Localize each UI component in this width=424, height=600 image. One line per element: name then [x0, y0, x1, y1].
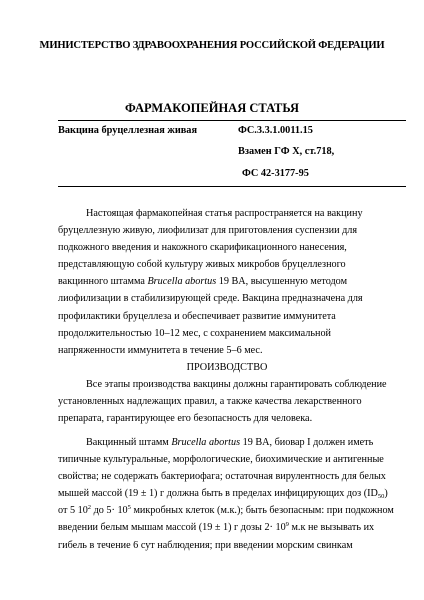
text-span: мышей массой (19 ± 1) г должна быть в пределах инфицирующих доз (ID [58, 488, 378, 500]
text-line: препарата, гарантирующее его безопасность для человека. [58, 413, 313, 425]
strain-paragraph [58, 434, 396, 554]
text-line: Все этапы производства вакцины должны гарантировать соблюдение [86, 378, 387, 390]
text-span: от 5 10 [58, 505, 88, 517]
text-span: Вакцинный штамм [86, 437, 169, 448]
text-span: вакцинного штамма [58, 276, 145, 288]
text-line: подкожного введения и накожного скарификационного нанесения, [58, 242, 347, 254]
text-line: Настоящая фармакопейная статья распространяется на вакцину [86, 208, 363, 219]
ministry-header: МИНИСТЕРСТВО ЗДРАВООХРАНЕНИЯ РОССИЙСКОЙ ФЕДЕРАЦИИ [39, 40, 385, 51]
text-span: введении белым мышам массой (19 ± 1) г дозы 2· 10 [58, 522, 286, 534]
top-divider [58, 120, 406, 121]
text-line: продолжительностью 10–12 мес, с сохранением максимальной [58, 327, 332, 339]
text-span: 19 BA, высушенную методом [218, 276, 348, 288]
article-type-title: ФАРМАКОПЕЙНАЯ СТАТЬЯ [125, 101, 299, 115]
text-line [58, 519, 396, 536]
fs-reference: ФС 42-3177-95 [242, 168, 309, 179]
replaces-reference: Взамен ГФ X, ст.718, [238, 146, 335, 157]
superscript: 9 [285, 521, 289, 529]
preparation-name: Вакцина бруцеллезная живая [58, 125, 198, 136]
superscript: 2 [87, 504, 92, 512]
text-line [58, 273, 396, 290]
text-line: бруцеллезную живую, лиофилизат для приготовления суспензии для [58, 225, 358, 237]
bottom-divider [58, 186, 406, 187]
text-line: профилактики бруцеллеза и обеспечивает развитие иммунитета [58, 310, 336, 322]
text-line [58, 434, 396, 451]
text-span: м.к не вызывать их [291, 522, 375, 534]
text-line: представляющую собой культуру живых микробов бруцеллезного [58, 259, 346, 271]
subscript: 50 [377, 493, 385, 501]
fs-code: ФС.3.3.1.0011.15 [238, 125, 313, 136]
species-name: Brucella abortus [147, 276, 217, 288]
intro-paragraph [58, 205, 396, 427]
text-line: установленных надлежащих правил, а также качества лекарственного [58, 396, 362, 408]
text-line [58, 485, 396, 502]
text-line [58, 502, 396, 519]
text-line: лиофилизации в стабилизирующей среде. Вакцина предназначена для [58, 293, 363, 305]
text-span: до 5· 10 [93, 505, 128, 517]
species-name: Brucella abortus [171, 437, 241, 448]
section-heading: ПРОИЗВОДСТВО [186, 361, 268, 373]
text-span: микробных клеток (м.к.); быть безопасным: при подкожном [133, 505, 394, 517]
text-span: ) [384, 488, 388, 500]
superscript: 5 [127, 504, 131, 512]
text-span: 19 BA, биовар I должен иметь [242, 437, 374, 448]
text-line: типичные культуральные, морфологические, биохимические и антигенные [58, 454, 384, 466]
text-line: напряженности иммунитета в течение 5–6 мес. [58, 344, 263, 356]
text-line: свойства; не содержать бактериофага; остаточная вирулентность для белых [58, 471, 386, 483]
text-line: гибель в течение 6 сут наблюдения; при введении морским свинкам [58, 539, 353, 551]
